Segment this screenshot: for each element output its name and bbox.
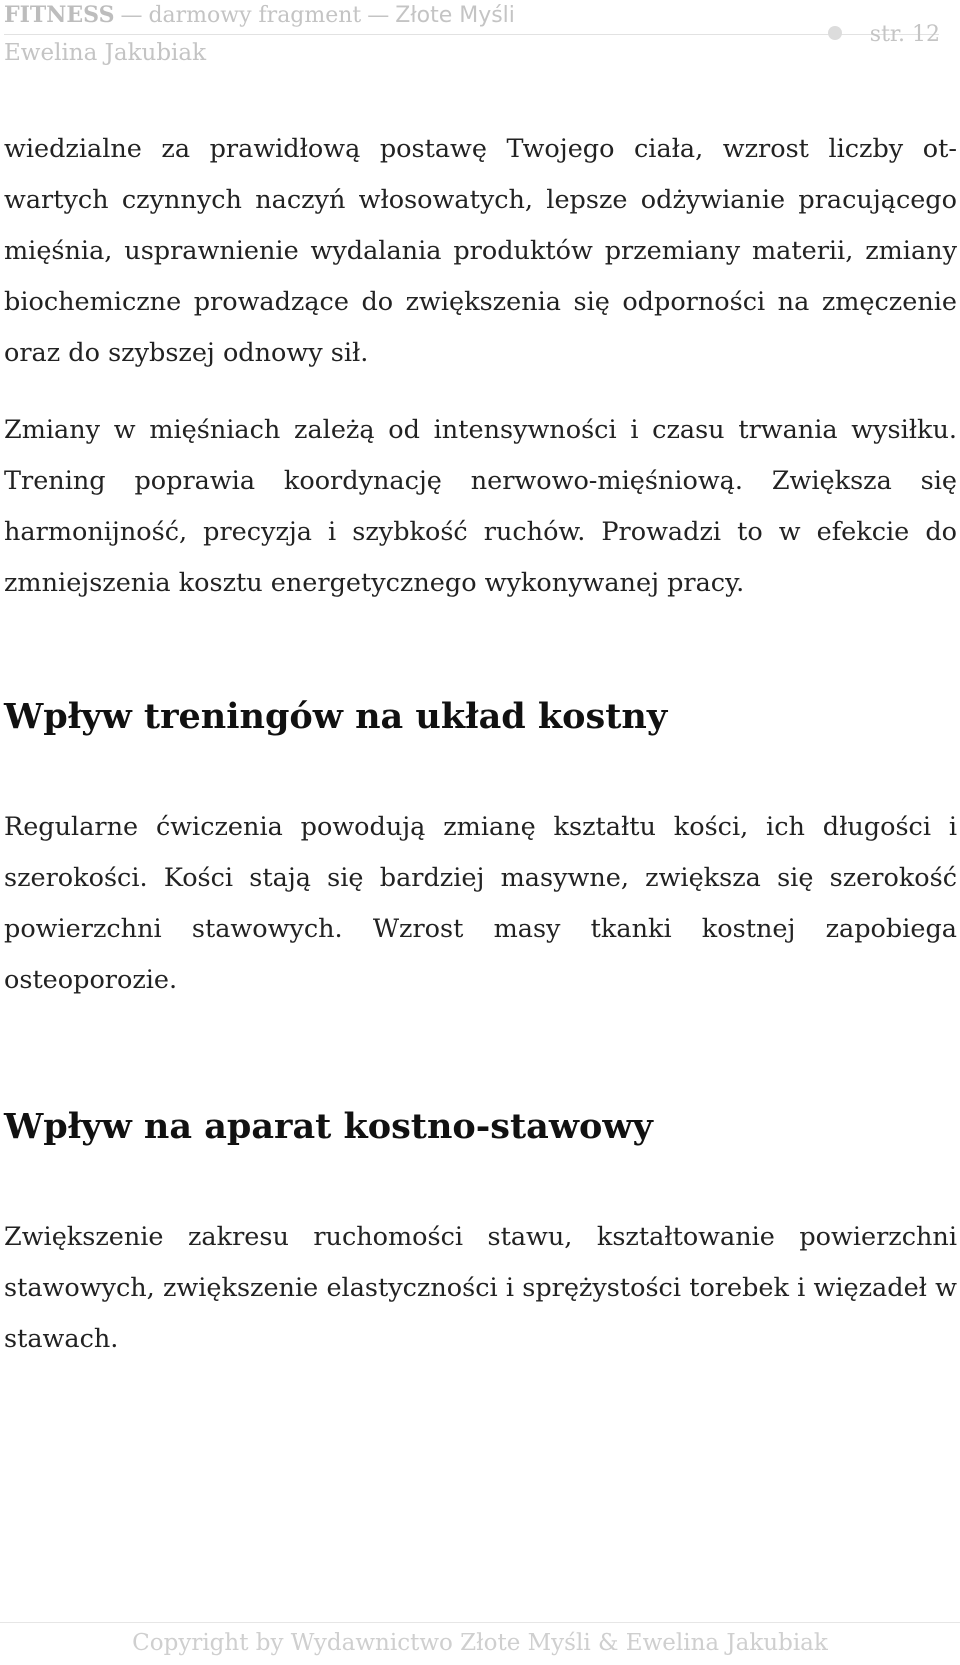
header-title [4, 2, 515, 28]
header-author: Ewelina Jakubiak [4, 40, 207, 66]
page-header [4, 0, 944, 76]
body-paragraph: Zwiększenie zakresu ruchomości stawu, kształtowanie powierzchni stawowych, zwiększenie elastyczności i sprężystości torebek i więzadeł w stawach. [4, 1222, 957, 1354]
footer-divider [0, 1622, 960, 1623]
body-paragraph: Zmiany w mięśniach zależą od intensywności i czasu trwania wysiłku. Trening poprawia koordynację nerwowo-mięśniową. Zwiększa się harmonijność, precyzja i szybkość ruchów. Prowadzi to w efekcie do zmniejszenia kosztu energetycznego wykonywanej pracy. [4, 415, 957, 598]
publisher-series: Złote Myśli [395, 3, 515, 28]
footer-copyright: Copyright by Wydawnictwo Złote Myśli & Ewelina Jakubiak [132, 1630, 828, 1656]
page-content [4, 124, 957, 1365]
body-paragraph: Regularne ćwiczenia powodują zmianę kształtu kości, ich długości i szerokości. Kości stają się bardziej masywne, zwiększa się szerokość powierzchni stawowych. Wzrost masy tkanki kostnej zapobiega osteoporozie. [4, 812, 957, 995]
header-divider [4, 34, 939, 35]
page-number-label: str. 12 [869, 22, 940, 47]
header-separator: — [120, 3, 143, 28]
book-title: FITNESS [4, 2, 115, 28]
section-heading: Wpływ na aparat kostno-stawowy [4, 1106, 653, 1147]
bullet-dot-icon [828, 26, 842, 40]
header-subtitle: darmowy fragment [148, 3, 362, 28]
section-heading: Wpływ treningów na układ kostny [4, 696, 668, 737]
header-separator-2: — [367, 3, 390, 28]
page-number [828, 22, 940, 47]
body-paragraph: wiedzialne za prawidłową postawę Twojego ciała, wzrost liczby otwartych czynnych naczyń włosowatych, lepsze odżywianie pracującego mięśnia, usprawnienie wydalania produktów przemiany materii, zmiany biochemiczne prowadzące do zwiększenia się odporności na zmęczenie oraz do szybszej odnowy sił. [4, 134, 957, 368]
